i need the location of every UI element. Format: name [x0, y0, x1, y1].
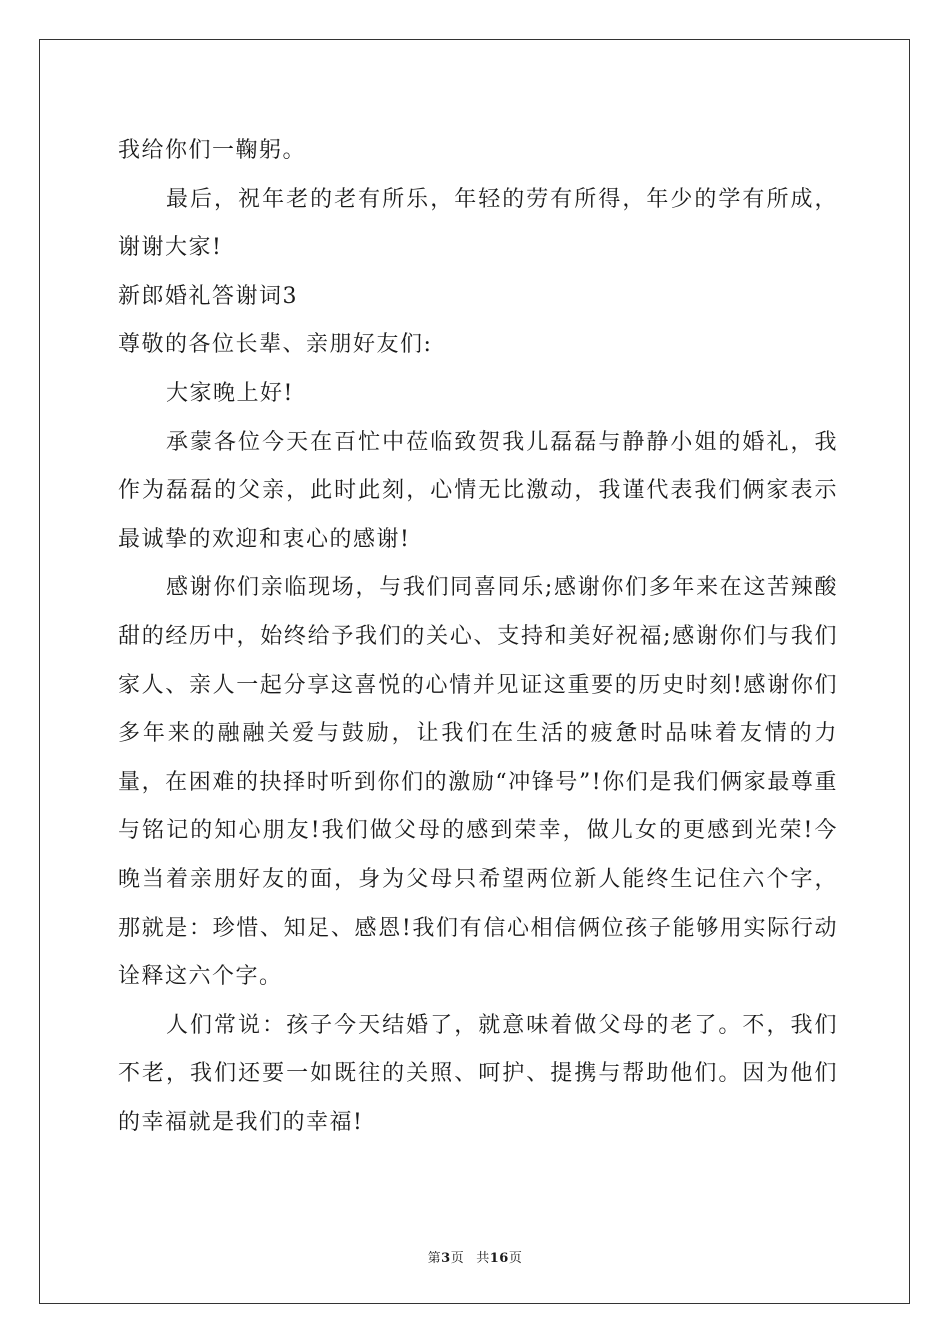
greeting: 大家晚上好!	[166, 380, 294, 406]
page-number: 3	[441, 1251, 451, 1266]
paragraph: 人们常说：孩子今天结婚了，就意味着做父母的老了。不，我们不老，我们还要一如既往的关照、呵护、提携与帮助他们。因为他们的幸福就是我们的幸福!	[118, 1012, 838, 1135]
paragraph: 最后，祝年老的老有所乐，年轻的劳有所得，年少的学有所成，谢谢大家!	[118, 186, 838, 261]
salutation: 尊敬的各位长辈、亲朋好友们:	[118, 332, 433, 358]
page-suffix: 页	[450, 1251, 465, 1266]
paragraph: 我给你们一鞠躬。	[118, 138, 307, 163]
page-footer	[0, 1247, 950, 1266]
document-body	[118, 127, 838, 1147]
total-pages: 16	[489, 1251, 509, 1266]
paragraph: 感谢你们亲临现场，与我们同喜同乐;感谢你们多年来在这苦辣酸甜的经历中，始终给予我们的关心、支持和美好祝福;感谢你们与我们家人、亲人一起分享这喜悦的心情并见证这重要的历史时刻!感谢你们多年来的融融关爱与鼓励，让我们在生活的疲惫时品味着友情的力量，在困难的抉择时听到你们的激励“冲锋号”!你们是我们俩家最尊重与铭记的知心朋友!我们做父母的感到荣幸，做儿女的更感到光荣!今晚当着亲朋好友的面，身为父母只希望两位新人能终生记住六个字，那就是：珍惜、知足、感恩!我们有信心相信俩位孩子能够用实际行动诠释这六个字。	[118, 575, 838, 990]
section-heading: 新郎婚礼答谢词3	[118, 283, 298, 309]
paragraph: 承蒙各位今天在百忙中莅临致贺我儿磊磊与静静小姐的婚礼，我作为磊磊的父亲，此时此刻，心情无比激动，我谨代表我们俩家表示最诚挚的欢迎和衷心的感谢!	[118, 429, 838, 552]
total-prefix: 共	[476, 1251, 490, 1266]
page-prefix: 第	[427, 1251, 442, 1266]
total-suffix: 页	[508, 1251, 523, 1266]
